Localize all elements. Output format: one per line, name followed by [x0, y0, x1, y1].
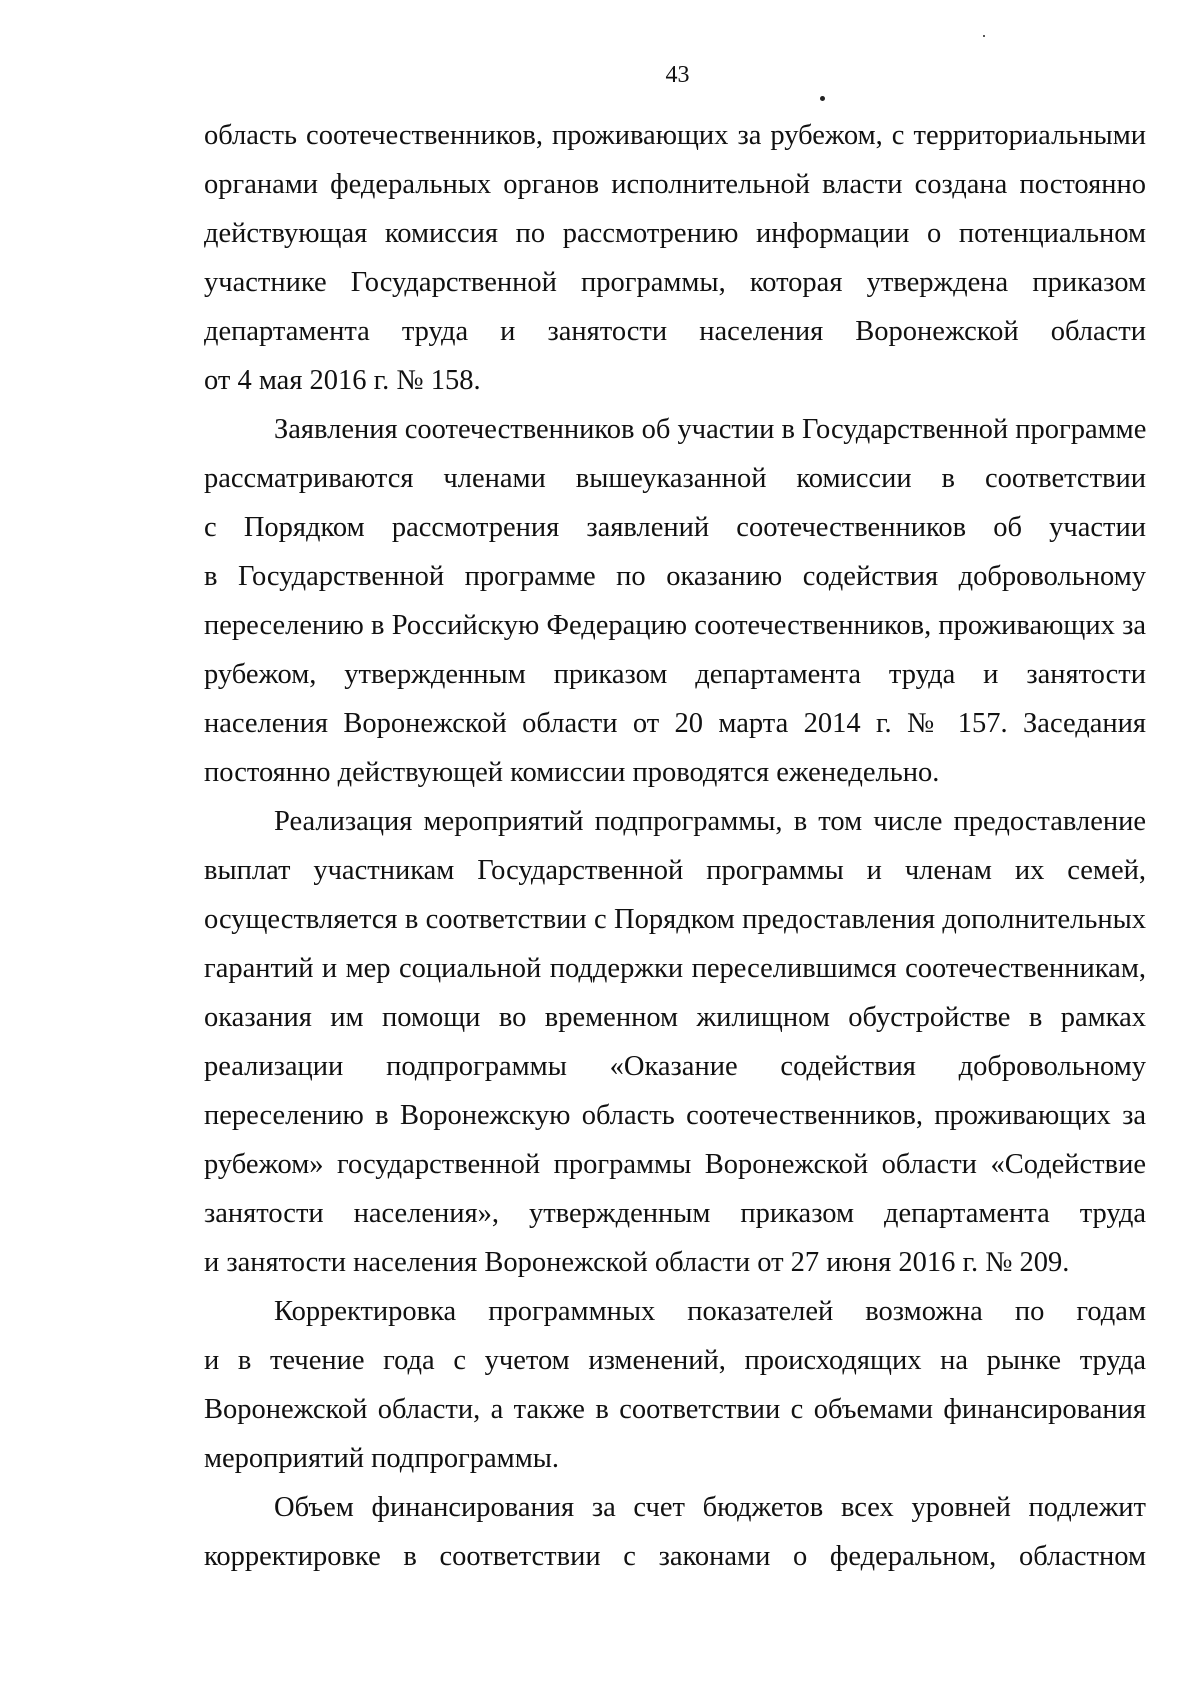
paragraph-1: [204, 111, 1146, 405]
text-line: рассматриваются членами вышеуказанной комиссии в соответствии: [204, 463, 1146, 494]
text-line: Объем финансирования за счет бюджетов всех уровней подлежит: [274, 1492, 1146, 1523]
text-line: корректировке в соответствии с законами о федеральном, областном: [204, 1541, 1146, 1572]
text-line: с Порядком рассмотрения заявлений соотечественников об участии: [204, 512, 1146, 543]
text-line: участнике Государственной программы, которая утверждена приказом: [204, 267, 1146, 298]
page-number: 43: [665, 62, 690, 88]
paragraph-4: [204, 1287, 1146, 1483]
text-line: рубежом» государственной программы Воронежской области «Содействие: [204, 1149, 1146, 1180]
text-line: Воронежской области, а также в соответствии с объемами финансирования: [204, 1394, 1146, 1425]
text-line: действующая комиссия по рассмотрению информации о потенциальном: [204, 218, 1146, 249]
text-line: занятости населения», утвержденным приказом департамента труда: [204, 1198, 1146, 1229]
text-line: Корректировка программных показателей возможна по годам: [274, 1296, 1146, 1327]
paragraph-3: [204, 797, 1146, 1287]
text-line: и занятости населения Воронежской области от 27 июня 2016 г. № 209.: [204, 1247, 1070, 1278]
text-line: постоянно действующей комиссии проводятся еженедельно.: [204, 757, 940, 788]
text-line: оказания им помощи во временном жилищном обустройстве в рамках: [204, 1002, 1146, 1033]
text-line: от 4 мая 2016 г. № 158.: [204, 365, 481, 396]
text-line: и в течение года с учетом изменений, происходящих на рынке труда: [204, 1345, 1146, 1376]
text-line: в Государственной программе по оказанию содействия добровольному: [204, 561, 1146, 592]
text-line: населения Воронежской области от 20 марта 2014 г. № 157. Заседания: [204, 708, 1146, 739]
text-line: переселению в Российскую Федерацию соотечественников, проживающих за: [204, 610, 1146, 641]
paragraph-2: [204, 405, 1146, 797]
text-line: Заявления соотечественников об участии в Государственной программе: [274, 414, 1147, 445]
text-line: осуществляется в соответствии с Порядком предоставления дополнительных: [204, 904, 1146, 935]
text-line: органами федеральных органов исполнительной власти создана постоянно: [204, 169, 1146, 200]
text-line: Реализация мероприятий подпрограммы, в том числе предоставление: [274, 806, 1146, 837]
text-line: мероприятий подпрограммы.: [204, 1443, 559, 1474]
text-line: выплат участникам Государственной программы и членам их семей,: [204, 855, 1146, 886]
text-line: департамента труда и занятости населения Воронежской области: [204, 316, 1146, 347]
text-line: переселению в Воронежскую область соотечественников, проживающих за: [204, 1100, 1146, 1131]
text-line: реализации подпрограммы «Оказание содействия добровольному: [204, 1051, 1146, 1082]
scan-speck: [820, 96, 825, 101]
text-line: область соотечественников, проживающих за рубежом, с территориальными: [204, 120, 1146, 151]
paragraph-5: [204, 1483, 1146, 1581]
scan-speck: [983, 35, 985, 37]
document-body: [204, 111, 1146, 1581]
text-line: гарантий и мер социальной поддержки переселившимся соотечественникам,: [204, 953, 1146, 984]
text-line: рубежом, утвержденным приказом департамента труда и занятости: [204, 659, 1146, 690]
